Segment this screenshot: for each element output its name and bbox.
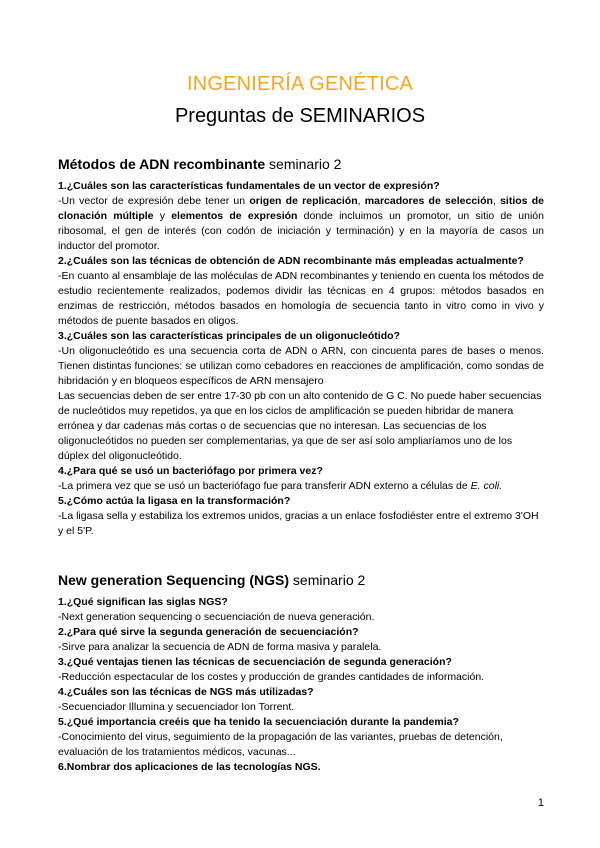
answer-1: -Un vector de expresión debe tener un origen de replicación, marcadores de selección, sitios de clonación múltiple y elementos de expresión donde incluimos un promotor, un sitio de unión ribosomal, el gen de interés (con codón de iniciación y terminación) y en la mayoría de casos un inductor del promotor. xyxy=(58,195,544,252)
section-adn-recombinante-body xyxy=(58,179,544,539)
question-1: 1.¿Cuáles son las características fundamentales de un vector de expresión? xyxy=(58,180,440,192)
question-3: 3.¿Qué ventajas tienen las técnicas de secuenciación de segunda generación? xyxy=(58,656,452,668)
question-4: 4.¿Para qué se usó un bacteriófago por primera vez? xyxy=(58,465,323,477)
section-heading-bold: New generation Sequencing (NGS) xyxy=(58,572,290,588)
page-number: 1 xyxy=(537,797,544,809)
answer-4: -La primera vez que se usó un bacteriófago fue para transferir ADN externo a células de E. coli. xyxy=(58,480,503,492)
question-3: 3.¿Cuáles son las características principales de un oligonucleótido? xyxy=(58,330,400,342)
answer-3-part-2: Las secuencias deben de ser entre 17-30 pb con un alto contenido de G C. No puede haber secuencias de nucleótidos muy repetidos, ya que en los ciclos de amplificación se pueden hibridar de manera errónea y dar cadenas más cortas o de secuencias que no interesan. Las secuencias de los oligonucleótidos no pueden ser complementarias, ya que de ser así solo ampliaríamos uno de los dúplex del oligonucleótido. xyxy=(58,390,542,462)
answer-4: -Secuenciador Illumina y secuenciador Ion Torrent. xyxy=(58,701,295,713)
section-heading-suffix: seminario 2 xyxy=(289,572,366,588)
section-heading-adn-recombinante xyxy=(58,156,341,172)
document-title: INGENIERÍA GENÉTICA xyxy=(186,73,414,95)
answer-2: -Sirve para analizar la secuencia de ADN de forma masiva y paralela. xyxy=(58,641,382,653)
section-heading-bold: Métodos de ADN recombinante xyxy=(58,156,266,172)
question-4: 4.¿Cuáles son las técnicas de NGS más utilizadas? xyxy=(58,686,314,698)
question-5: 5.¿Cómo actúa la ligasa en la transformación? xyxy=(58,495,291,507)
answer-5: -La ligasa sella y estabiliza los extremos unidos, gracias a un enlace fosfodiéster entre el extremo 3'OH y el 5'P. xyxy=(58,510,539,537)
question-5: 5.¿Qué importancia creéis que ha tenido la secuenciación durante la pandemia? xyxy=(58,716,459,728)
section-ngs-body xyxy=(58,595,544,775)
answer-1: -Next generation sequencing o secuenciación de nueva generación. xyxy=(58,611,375,623)
answer-3: -Reducción espectacular de los costes y producción de grandes cantidades de información. xyxy=(58,671,485,683)
answer-5: -Conocimiento del virus, seguimiento de la propagación de las variantes, pruebas de detención, evaluación de los tratamientos médicos, vacunas... xyxy=(58,731,503,758)
question-2: 2.¿Cuáles son las técnicas de obtención de ADN recombinante más empleadas actualmente? xyxy=(58,255,524,267)
question-6: 6.Nombrar dos aplicaciones de las tecnologías NGS. xyxy=(58,761,321,773)
question-2: 2.¿Para qué sirve la segunda generación de secuenciación? xyxy=(58,626,359,638)
question-1: 1.¿Qué significan las siglas NGS? xyxy=(58,596,228,608)
section-heading-ngs xyxy=(58,572,365,588)
document-subtitle: Preguntas de SEMINARIOS xyxy=(174,105,426,127)
section-heading-suffix: seminario 2 xyxy=(265,156,342,172)
answer-3-part-1: -Un oligonucleótido es una secuencia corta de ADN o ARN, con cincuenta pares de bases o menos. Tienen distintas funciones: se utilizan como cebadores en reacciones de amplificación, como sondas de hibridación y en bloqueos específicos de ARN mensajero xyxy=(58,345,544,387)
answer-2: -En cuanto al ensamblaje de las moléculas de ADN recombinantes y teniendo en cuenta los métodos de estudio recientemente realizados, podemos dividir las técnicas en 4 grupos: métodos basados en enzimas de restricción, métodos basados en homología de secuencia tanto in vitro como in vivo y métodos de puente basados en oligos. xyxy=(58,270,544,327)
